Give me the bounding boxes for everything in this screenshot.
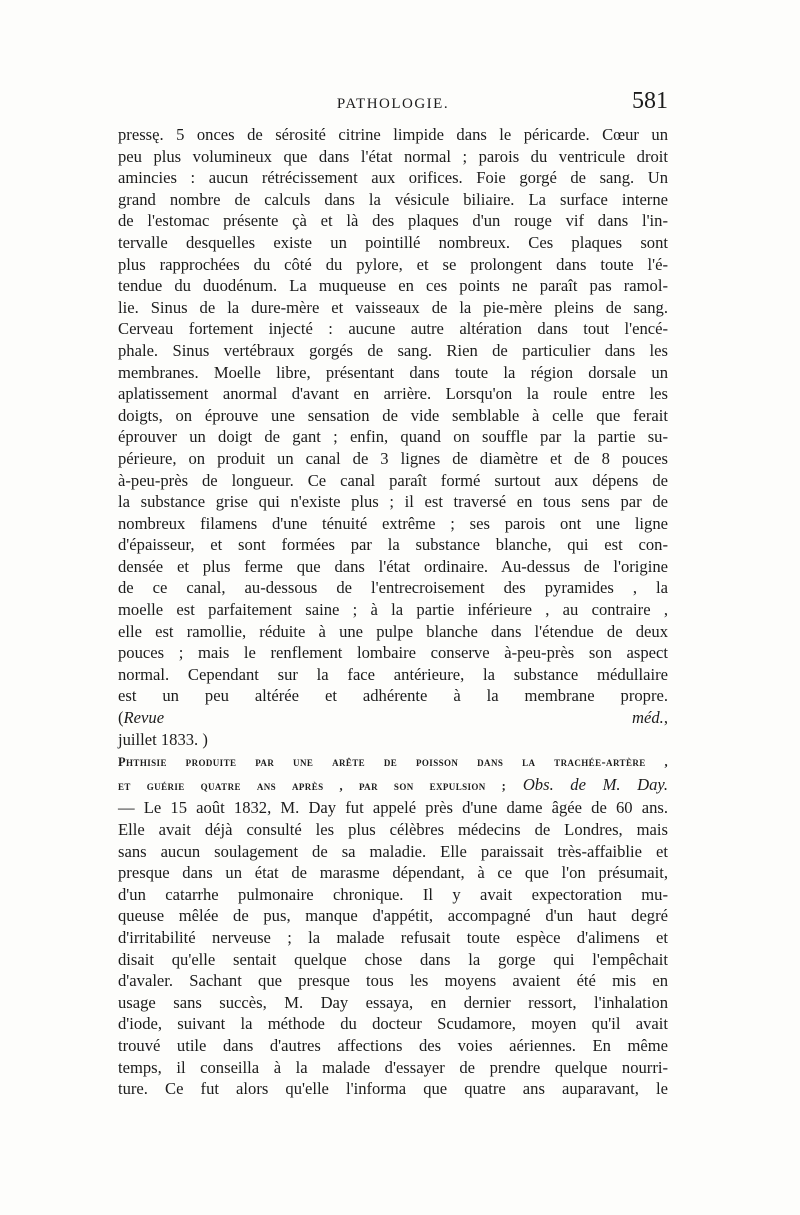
text-line: de l'estomac présente çà et là des plaques d'un rouge vif dans l'in- [118,211,668,231]
text-line: d'un catarrhe pulmonaire chronique. Il y avait expectoration mu- [118,884,668,904]
text-line: aplatissement anormal d'avant en arrière. Lorsqu'on la roule entre les [118,384,668,404]
running-head [118,88,668,118]
text-line: densée et plus ferme que dans l'état ordinaire. Au-dessus de l'origine [118,556,668,576]
text-line: plus rapprochées du côté du pylore, et se prolongent dans toute l'é- [118,254,668,274]
text-line: grand nombre de calculs dans la vésicule biliaire. La surface interne [118,189,668,209]
text-line: Elle avait déjà consulté les plus célèbres médecins de Londres, mais [118,820,668,839]
text-line: usage sans succès, M. Day essaya, en dernier ressort, l'inhalation [118,992,668,1012]
text-line: Cerveau fortement injecté : aucune autre altération dans tout l'encé- [118,319,668,339]
text-line: tendue du duodénum. La muqueuse en ces points ne paraît pas ramol- [118,276,668,296]
text-line: presque dans un état de marasme dépendant, à ce que l'on présumait, [118,863,668,883]
case-heading-line-2 [118,774,668,798]
text-line: de ce canal, au-dessous de l'entrecroisement des pyramides , la [118,578,668,598]
text-line: nombreux filamens d'une ténuité extrême ; ses parois ont une ligne [118,513,668,533]
text-line: disait qu'elle sentait quelque chose dans la gorge qui l'empêchait [118,949,668,969]
citation-sep: , [663,708,668,728]
case-heading-author: M. Day. [602,774,668,794]
page-number: 581 [632,88,668,114]
paragraph-2 [118,797,668,1099]
citation-date: juillet 1833. ) [118,729,208,749]
text-line: la substance grise qui n'existe plus ; il est traversé en tous sens par de [118,492,668,512]
text-line: elle est ramollie, réduite à une pulpe blanche dans l'étendue de deux [118,621,668,641]
text-line: périeure, on produit un canal de 3 lignes de diamètre et de 8 pouces [118,448,668,468]
text-line: à-peu-près de longueur. Ce canal paraît formé surtout aux dépens de [118,470,668,490]
text-line: sans aucun soulagement de sa maladie. Elle paraissait très-affaiblie et [118,841,668,861]
body-text [118,124,668,1100]
text-line: d'épaisseur, et sont formées par la substance blanche, qui est con- [118,535,668,555]
text-line: éprouver un doigt de gant ; enfin, quand on souffle par la partie su- [118,427,668,447]
text-line: normal. Cependant sur la face antérieure, la substance médullaire [118,664,668,684]
case-heading-obs: Obs. de [522,774,586,794]
text-line: peu plus volumineux que dans l'état normal ; parois du ventricule droit [118,146,668,166]
text-line: est un peu altérée et adhérente à la membrane propre. [118,686,668,706]
text-line: membranes. Moelle libre, présentant dans toute la région dorsale un [118,362,668,382]
text-line: pressę. 5 onces de sérosité citrine limpide dans le péricarde. Cœur un [118,125,668,144]
text-line: lie. Sinus de la dure-mère et vaisseaux de la pie-mère pleins de sang. [118,297,668,317]
text-line: trouvé utile dans d'autres affections des voies aériennes. En même [118,1035,668,1055]
citation-source: Revue méd. [123,708,664,728]
text-line: doigts, on éprouve une sensation de vide semblable à celle que ferait [118,405,668,425]
text-line: d'iode, suivant la méthode du docteur Scudamore, moyen qu'il avait [118,1014,668,1034]
text-line: — Le 15 août 1832, M. Day fut appelé près d'une dame âgée de 60 ans. [118,798,668,818]
text-line: temps, il conseilla à la malade d'essayer de prendre quelque nourri- [118,1057,668,1077]
case-heading-title: Phthisie produite par une arête de poisson dans la trachée-artère , [118,755,668,770]
text-line: d'avaler. Sachant que presque tous les moyens avaient été mis en [118,971,668,991]
paragraph-1 [118,124,668,707]
page-title: PATHOLOGIE. [336,96,450,112]
text-line: amincies : aucun rétrécissement aux orifices. Foie gorgé de sang. Un [118,168,668,188]
text-line: phale. Sinus vertébraux gorgés de sang. Rien de particulier dans les [118,340,668,360]
text-line: pouces ; mais le renflement lombaire conserve à-peu-près son aspect [118,643,668,663]
text-line: tervalle desquelles existe un pointillé nombreux. Ces plaques sont [118,232,668,252]
citation-open: ( [118,708,124,728]
text-line: ture. Ce fut alors qu'elle l'informa que quatre ans auparavant, le [118,1079,668,1099]
case-heading-caps: et guérie quatre ans après , par son expulsion ; [118,778,507,793]
citation-line [118,707,668,729]
text-line: moelle est parfaitement saine ; à la partie inférieure , au contraire , [118,600,668,620]
case-heading-line-1 [118,750,668,774]
text-line: d'irritabilité nerveuse ; la malade refusait toute espèce d'alimens et [118,927,668,947]
text-line: queuse mêlée de pus, manque d'appétit, accompagné d'un haut degré [118,906,668,926]
